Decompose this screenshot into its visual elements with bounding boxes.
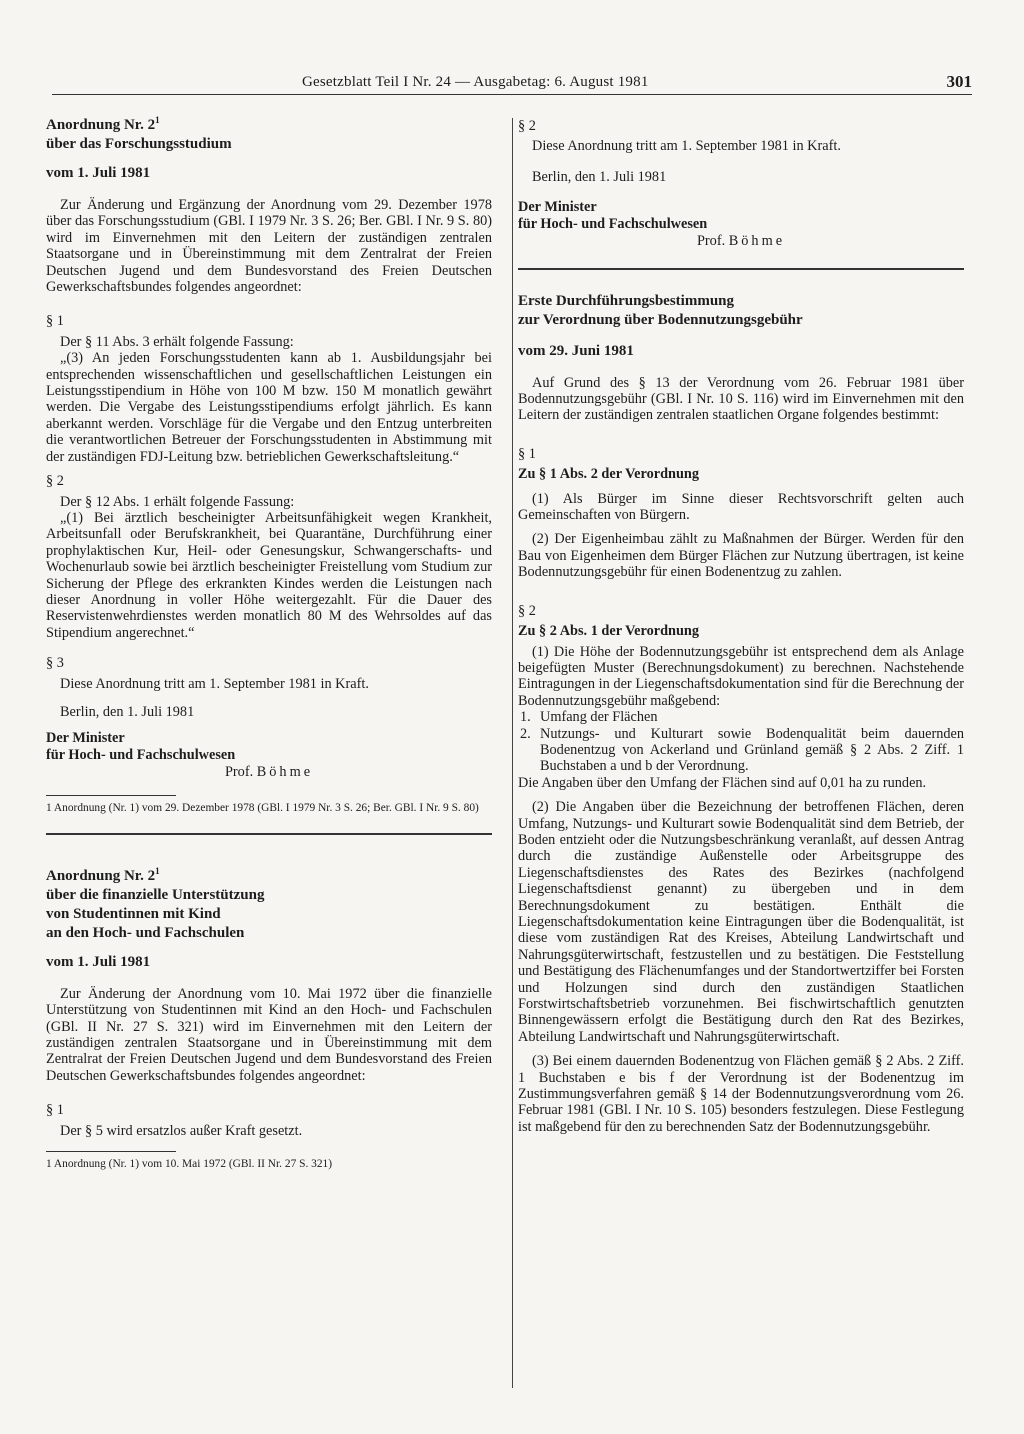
article-1-subtitle: über das Forschungsstudium: [46, 136, 232, 152]
list-item: 2. Nutzungs- und Kulturart sowie Bodenqualität beim dauernden Bodenentzug von Ackerland und Grünland gemäß § 2 Abs. 2 Ziff. 1 Buchstaben a und b der Verordnung.: [520, 725, 964, 775]
article-1-section-1-text: Der § 11 Abs. 3 erhält folgende Fassung:: [60, 333, 294, 350]
article-1-signature-name: Prof. Böhme: [224, 764, 314, 781]
article-1-place-date: Berlin, den 1. Juli 1981: [60, 703, 195, 720]
footnote-rule: [46, 795, 176, 796]
article-2-date: vom 1. Juli 1981: [46, 953, 151, 970]
article-2-title: Anordnung Nr. $2^1$: [46, 865, 160, 884]
regulation-section-2-para-1-rounding: Die Angaben über den Umfang der Flächen sind auf 0,01 ha zu runden.: [518, 774, 927, 791]
regulation-section-2-para-2: (2) Die Angaben über die Bezeichnung der betroffenen Flächen, deren Umfang, Nutzungs- und Kulturart sowie Bodenqualität sind dem Betrieb, der Boden entzieht oder die Nutzungsbeschränkung veranlaßt, auf dessen Antrag durch die zuständige Außenstelle oder Arbeitsgruppe des Liegenschaftsdienstes des Rates des Bezirkes (nachfolgend Liegenschaftsdienst genannt) zu übergeben und in dem Berechnungsdokument zu bestätigen. Enthält die Liegenschaftsdokumentation keine Eintragungen über die Bodenqualität, ist diese vom zuständigen Rat des Kreises, Abteilung Landwirtschaft und Nahrungsgüterwirtschaft, festzustellen und zu bestätigen. Die Feststellung und Bestätigung des Flächenumfanges und der Standortwertziffer bei Forsten und Holzungen sind durch den zuständigen Staatlichen Forstwirtschaftsbetrieb vorzunehmen. Bei fischwirtschaftlich genutzten Binnengewässern erfolgt die Bestätigung durch den Rat des Bezirkes, Abteilung Landwirtschaft und Nahrungsgüterwirtschaft.: [518, 799, 964, 1045]
article-1-section-1-heading: § 1: [46, 313, 64, 330]
page-header: [52, 74, 972, 96]
list-item: 1. Umfang der Flächen: [520, 709, 658, 726]
article-2-footnote: 1 Anordnung (Nr. 1) vom 10. Mai 1972 (GBl. II Nr. 27 S. 321): [46, 1158, 333, 1171]
continuation-signature-name: Prof. Böhme: [696, 233, 786, 250]
regulation-subtitle: zur Verordnung über Bodennutzungsgebühr: [518, 311, 803, 328]
continuation-section-2-text: Diese Anordnung tritt am 1. September 1981 in Kraft.: [532, 138, 841, 155]
left-column: [46, 116, 492, 1171]
continuation-section-2-heading: § 2: [518, 118, 536, 134]
article-2-subtitle-3: an den Hoch- und Fachschulen: [46, 924, 245, 941]
continuation-signature-title: Der Minister: [518, 199, 597, 216]
regulation-date: vom 29. Juni 1981: [518, 342, 634, 359]
regulation-section-1-para-1: (1) Als Bürger im Sinne dieser Rechtsvorschrift gelten auch Gemeinschaften von Bürgern.: [518, 490, 964, 524]
footnote-rule-2: [46, 1151, 176, 1152]
article-1-title: Anordnung Nr. $2^1$: [46, 115, 160, 133]
regulation-section-2-subheading: Zu § 2 Abs. 1 der Verordnung: [518, 623, 700, 640]
regulation-intro: Auf Grund des § 13 der Verordnung vom 26. Februar 1981 über Bodennutzungsgebühr (GBl. I Nr. 10 S. 116) wird im Einvernehmen mit den Leitern der zuständigen zentralen staatlichen Organe folgendes bestimmt:: [518, 374, 964, 424]
article-2-section-1-heading: § 1: [46, 1102, 64, 1119]
article-1-footnote: 1 Anordnung (Nr. 1) vom 29. Dezember 1978 (GBl. I 1979 Nr. 3 S. 26; Ber. GBl. I Nr. 9 S. 80): [46, 801, 479, 814]
regulation-section-2-heading: § 2: [518, 602, 536, 619]
regulation-section-2-para-1: (1) Die Höhe der Bodennutzungsgebühr ist entsprechend dem als Anlage beigefügten Muster (Berechnungsdokument) zu berechnen. Nachstehende Eintragungen in der Liegenschaftsdokumentation sind für die Berechnung der Bodennutzungsgebühr maßgebend:: [518, 643, 964, 709]
regulation-title: Erste Durchführungsbestimmung: [518, 292, 734, 309]
article-2-section-1-text: Der § 5 wird ersatzlos außer Kraft gesetzt.: [60, 1122, 303, 1139]
article-2-subtitle-2: von Studentinnen mit Kind: [46, 905, 221, 922]
column-divider: [512, 118, 513, 1388]
article-1-section-3-text: Diese Anordnung tritt am 1. September 1981 in Kraft.: [60, 675, 369, 692]
article-1-section-1-quote: „(3) An jeden Forschungsstudenten kann ab 1. Ausbildungsjahr bei entsprechenden wissenschaftlichen und gesellschaftlichen Leistungen ein Leistungsstipendium in Höhe von 100 M bzw. 150 M monatlich gewährt werden. Die Vergabe des Leistungsstipendiums erfolgt jährlich. Es kann aberkannt werden. Vorschläge für die Vergabe und den Entzug unterbreiten die verantwortlichen Betreuer der Forschungsstudenten in Abstimmung mit der zuständigen FDJ-Leitung bzw. betrieblichen Gewerkschaftsleitung.“: [46, 350, 492, 465]
article-1-section-2-text: Der § 12 Abs. 1 erhält folgende Fassung:: [60, 493, 295, 510]
right-column: [518, 118, 964, 1135]
regulation-section-1-para-2: (2) Der Eigenheimbau zählt zu Maßnahmen der Bürger. Werden für den Bau von Eigenheimen dem Bürger Flächen zur Nutzung übertragen, ist keine Bodennutzungsgebühr für einen Bodenentzug zu zahlen.: [518, 531, 964, 581]
article-1-intro: Zur Änderung und Ergänzung der Anordnung vom 29. Dezember 1978 über das Forschungsstudium (GBl. I 1979 Nr. 3 S. 26; Ber. GBl. I Nr. 9 S. 80) wird im Einvernehmen mit den Leitern der zuständigen zentralen Staatsorgane und in Übereinstimmung mit dem Zentralrat der Freien Deutschen Jugend und dem Bundesvorstand des Freien Deutschen Gewerkschaftsbundes folgendes angeordnet:: [46, 197, 492, 296]
regulation-section-1-subheading: Zu § 1 Abs. 2 der Verordnung: [518, 466, 700, 483]
article-1-signature-title: Der Minister: [46, 730, 125, 747]
continuation-signature-ministry: für Hoch- und Fachschulwesen: [518, 216, 708, 233]
gazette-title: Gesetzblatt Teil I Nr. 24 — Ausgabetag: 6. August 1981: [302, 74, 649, 90]
regulation-section-1-heading: § 1: [518, 445, 536, 462]
continuation-place-date: Berlin, den 1. Juli 1981: [532, 168, 667, 185]
article-1-signature-ministry: für Hoch- und Fachschulwesen: [46, 747, 236, 764]
article-2-intro: Zur Änderung der Anordnung vom 10. Mai 1972 über die finanzielle Unterstützung von Studentinnen mit Kind an den Hoch- und Fachschulen (GBl. II Nr. 27 S. 321) wird im Einvernehmen mit den Leitern der zuständigen zentralen Staatsorgane und in Übereinstimmung mit dem Zentralrat der Freien Deutschen Jugend und dem Bundesvorstand des Freien Deutschen Gewerkschaftsbundes folgendes angeordnet:: [46, 985, 492, 1084]
article-1-section-3-heading: § 3: [46, 655, 64, 672]
article-1-section-2-quote: „(1) Bei ärztlich bescheinigter Arbeitsunfähigkeit wegen Krankheit, Arbeitsunfall oder Berufskrankheit, bei Quarantäne, Durchführung einer prophylaktischen Kur, Heil- oder Genesungskur, Schwangerschafts- und Wochenurlaub sowie bei ärztlich bescheinigter Freistellung vom Studium zur Sicherung der Pflege des erkrankten Kindes werden die Leistungen nach dieser Anordnung in voller Höhe weitergezahlt. Für die Dauer des Reservistenwehrdienstes werden monatlich 80 M des Wehrsoldes auf das Stipendium angerechnet.“: [46, 509, 492, 641]
article-2-subtitle-1: über die finanzielle Unterstützung: [46, 886, 265, 903]
header-rule: [52, 94, 972, 95]
regulation-section-2-para-3: (3) Bei einem dauernden Bodenentzug von Flächen gemäß § 2 Abs. 2 Ziff. 1 Buchstaben e bis f der Verordnung ist der Bodenentzug im Zustimmungsverfahren gemäß § 14 der Bodennutzungsverordnung vom 26. Februar 1981 (GBl. I Nr. 10 S. 105) besonders festzulegen. Diese Festlegung ist maßgebend für den zu berechnenden Satz der Bodennutzungsgebühr.: [518, 1053, 964, 1135]
article-1-section-2-heading: § 2: [46, 473, 64, 490]
page-number: 301: [946, 72, 972, 91]
article-1-date: vom 1. Juli 1981: [46, 165, 151, 181]
